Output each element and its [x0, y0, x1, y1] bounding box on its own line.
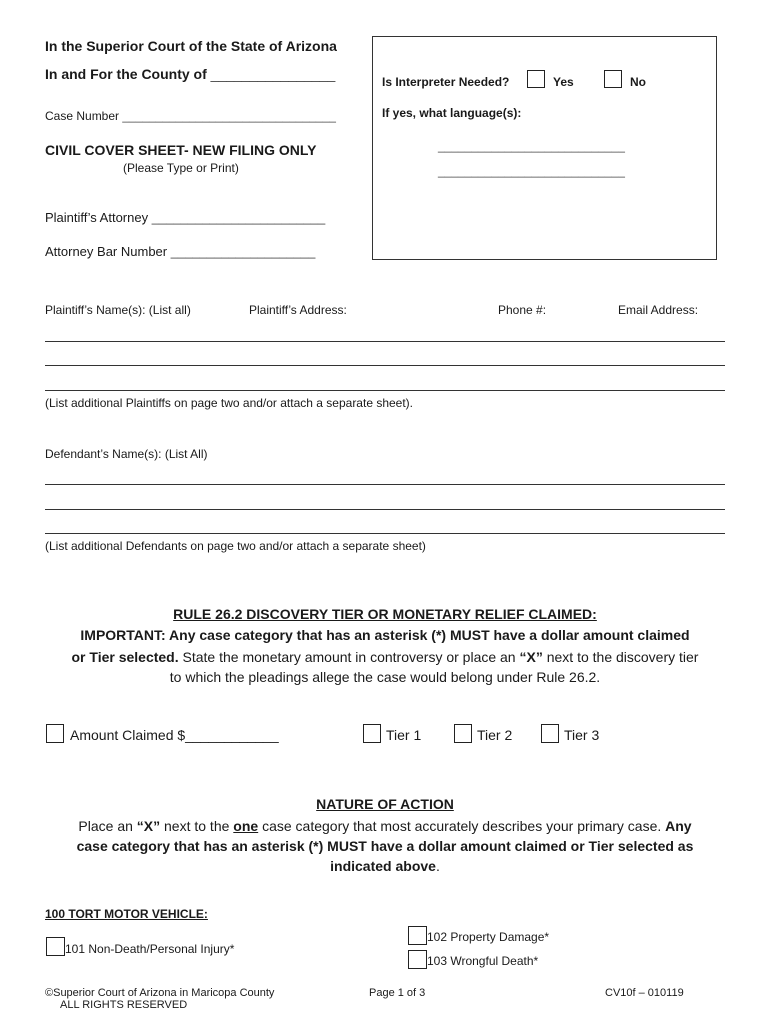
category-103-checkbox[interactable] [408, 950, 427, 969]
nature-line3: indicated above. [330, 858, 440, 874]
tier-2-checkbox[interactable] [454, 724, 472, 743]
language-label: If yes, what language(s): [382, 106, 522, 120]
case-number-label: Case Number [45, 109, 120, 123]
plaintiff-email-header: Email Address: [618, 303, 699, 317]
category-101-checkbox[interactable] [46, 937, 65, 956]
rule-important-line3: to which the pleadings allege the case would belong under Rule 26.2. [169, 669, 601, 685]
plaintiff-address-header: Plaintiff’s Address: [249, 303, 347, 317]
language-field-2[interactable]: ____________________________ [438, 164, 625, 178]
bar-number-label: Attorney Bar Number [45, 244, 168, 259]
category-101-label: 101 Non-Death/Personal Injury* [65, 942, 235, 956]
tier-3-checkbox[interactable] [541, 724, 559, 743]
interpreter-no-label: No [630, 75, 646, 89]
tier-1-checkbox[interactable] [363, 724, 381, 743]
form-subtitle: (Please Type or Print) [123, 161, 239, 175]
category-heading-100: 100 TORT MOTOR VEHICLE: [45, 907, 208, 921]
amount-claimed-checkbox[interactable] [46, 724, 64, 743]
rule-heading: RULE 26.2 DISCOVERY TIER OR MONETARY RELIEF CLAIMED: [173, 606, 597, 622]
case-number-line [45, 109, 336, 123]
category-103-label: 103 Wrongful Death* [427, 954, 539, 968]
rule-important-line1: IMPORTANT: Any case category that has an asterisk (*) MUST have a dollar amount claimed [80, 627, 690, 643]
category-102-label: 102 Property Damage* [427, 930, 550, 944]
category-102-checkbox[interactable] [408, 926, 427, 945]
bar-number-line [45, 244, 315, 259]
tier-2-label: Tier 2 [477, 727, 513, 743]
plaintiff-entry-line[interactable] [45, 390, 725, 391]
court-name-line: In the Superior Court of the State of Arizona [45, 38, 337, 54]
bar-number-field[interactable]: ____________________ [170, 244, 316, 259]
plaintiffs-note: (List additional Plaintiffs on page two and/or attach a separate sheet). [45, 396, 414, 410]
defendant-entry-line[interactable] [45, 533, 725, 534]
defendant-name-header: Defendant’s Name(s): (List All) [45, 447, 208, 461]
tier-3-label: Tier 3 [564, 727, 600, 743]
form-title: CIVIL COVER SHEET- NEW FILING ONLY [45, 142, 317, 158]
case-number-field[interactable]: ________________________________ [122, 109, 336, 123]
interpreter-yes-checkbox[interactable] [527, 70, 545, 88]
defendant-entry-line[interactable] [45, 509, 725, 510]
plaintiff-phone-header: Phone #: [498, 303, 547, 317]
amount-claimed-line [70, 727, 279, 743]
attorney-label: Plaintiff’s Attorney [45, 210, 149, 225]
amount-claimed-field[interactable]: ____________ [185, 727, 279, 743]
interpreter-yes-label: Yes [553, 75, 574, 89]
nature-line1: Place an “X” next to the one case category that most accurately describes your primary case. Any [78, 818, 692, 834]
rule-important-line2: or Tier selected. State the monetary amount in controversy or place an “X” next to the discovery tier [71, 649, 699, 665]
defendant-entry-line[interactable] [45, 484, 725, 485]
footer-form-id: CV10f – 010119 [605, 987, 684, 999]
footer-page-number: Page 1 of 3 [369, 987, 426, 999]
plaintiff-name-header: Plaintiff’s Name(s): (List all) [45, 303, 191, 317]
attorney-line [45, 210, 325, 225]
footer-rights: ALL RIGHTS RESERVED [60, 999, 188, 1011]
amount-claimed-label: Amount Claimed $ [70, 727, 186, 743]
interpreter-question: Is Interpreter Needed? [382, 75, 510, 89]
interpreter-no-checkbox[interactable] [604, 70, 622, 88]
plaintiff-entry-line[interactable] [45, 365, 725, 366]
footer-copyright: ©Superior Court of Arizona in Maricopa County [45, 987, 275, 999]
nature-heading: NATURE OF ACTION [316, 796, 454, 812]
attorney-field[interactable]: ________________________ [151, 210, 326, 225]
defendants-note: (List additional Defendants on page two and/or attach a separate sheet) [45, 539, 426, 553]
tier-1-label: Tier 1 [386, 727, 422, 743]
language-field-1[interactable]: ____________________________ [438, 139, 625, 153]
county-line [45, 66, 335, 82]
plaintiff-entry-line[interactable] [45, 341, 725, 342]
nature-line2: case category that has an asterisk (*) MUST have a dollar amount claimed or Tier selected as [76, 838, 694, 854]
county-label: In and For the County of [45, 66, 207, 82]
county-field[interactable]: ________________ [210, 66, 336, 82]
